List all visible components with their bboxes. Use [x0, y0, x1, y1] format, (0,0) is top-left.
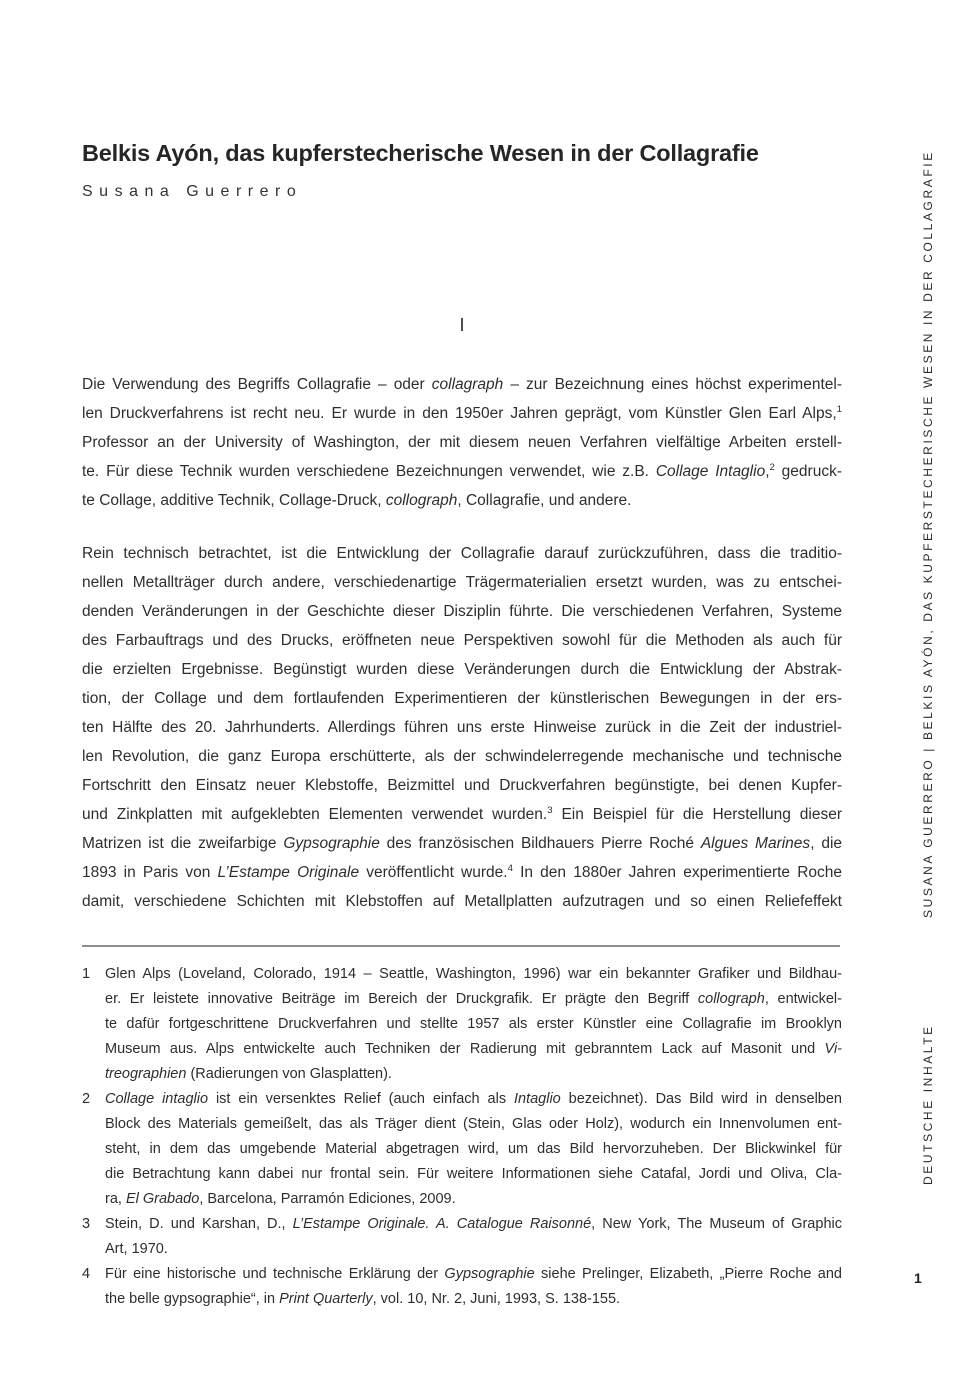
footnote-rule	[82, 945, 840, 947]
text-line: Block des Materials gemeißelt, das als Träger dient (Stein, Glas oder Holz), wodurch ein Innenvolumen ent-	[105, 1116, 842, 1132]
footnote-number: 2	[82, 1091, 91, 1107]
text-line: Matrizen ist die zweifarbige Gypsographie des französischen Bildhauers Pierre Roché Algues Marines, die	[82, 835, 843, 852]
text-line: damit, verschiedene Schichten mit Klebstoffen auf Metallplatten aufzutragen und so einen Reliefeffekt	[82, 893, 842, 910]
page-title: Belkis Ayón, das kupferstecherische Wesen in der Collagrafie	[82, 140, 759, 166]
footnote	[82, 1212, 842, 1262]
section-marker: I	[459, 315, 465, 335]
text-line: ra, El Grabado, Barcelona, Parramón Ediciones, 2009.	[105, 1191, 456, 1207]
footnote-number: 3	[82, 1216, 91, 1232]
text-line: er. Er leistete innovative Beiträge im Bereich der Druckgrafik. Er prägte den Begriff collograph, entwickel-	[105, 991, 842, 1007]
text-line: nellen Metallträger durch andere, verschiedenartige Trägermaterialien ersetzt wurden, was zu entschei-	[82, 574, 842, 591]
text-line: the belle gypsographie“, in Print Quarterly, vol. 10, Nr. 2, Juni, 1993, S. 138-155.	[105, 1291, 621, 1307]
text-line: und Zinkplatten mit aufgeklebten Elementen verwendet wurden.$^3$ Ein Beispiel für die Herstellung dieser	[82, 804, 842, 823]
paragraph-2	[82, 539, 842, 916]
footnote-number: 4	[82, 1266, 91, 1282]
text-line: steht, in dem das umgebende Material abgetragen wird, um das Bild hervorzuheben. Der Blickwinkel für	[105, 1141, 842, 1157]
footnote	[82, 962, 842, 1087]
text-line: des Farbauftrags und des Drucks, eröffneten neue Perspektiven sowohl für die Methoden als auch für	[82, 632, 842, 649]
paragraph-1	[82, 370, 842, 515]
running-head-vertical: SUSANA GUERRERO | BELKIS AYÓN, DAS KUPFERSTECHERISCHE WESEN IN DER COLLAGRAFIE	[921, 150, 935, 918]
text-line: te. Für diese Technik wurden verschiedene Bezeichnungen verwendet, wie z.B. Collage Intaglio,$^2$ gedruck-	[82, 461, 842, 480]
page-number: 1	[914, 1270, 922, 1286]
text-line: Collage intaglio ist ein versenktes Relief (auch einfach als Intaglio bezeichnet). Das Bild wird in denselben	[105, 1091, 843, 1107]
footnote-text	[105, 1262, 842, 1312]
footnote-text	[105, 1087, 842, 1212]
text-line: Fortschritt den Einsatz neuer Klebstoffe, Beizmittel und Druckverfahren begünstigte, bei denen Kupfer-	[82, 777, 842, 794]
text-line: Professor an der University of Washington, der mit diesem neuen Verfahren vielfältige Arbeiten erstell-	[82, 434, 842, 451]
author-name: Susana Guerrero	[82, 183, 303, 200]
text-line: die erzielten Ergebnisse. Begünstigt wurden diese Veränderungen durch die Entwicklung der Abstrak-	[82, 661, 842, 678]
text-line: tion, der Collage und dem fortlaufenden Experimentieren der künstlerischen Bewegungen in der ers-	[82, 690, 842, 707]
footnote-text	[105, 962, 842, 1087]
text-line: Museum aus. Alps entwickelte auch Techniken der Radierung mit gebranntem Lack auf Masonit und Vi-	[105, 1041, 842, 1057]
text-line: Für eine historische und technische Erklärung der Gypsographie siehe Prelinger, Elizabeth, „Pierre Roche and	[105, 1266, 842, 1282]
text-line: die Betrachtung kann dabei nur frontal sein. Für weitere Informationen siehe Catafal, Jordi und Oliva, Cla-	[105, 1166, 842, 1182]
footnote	[82, 1087, 842, 1212]
text-line: 1893 in Paris von L’Estampe Originale veröffentlicht wurde.$^4$ In den 1880er Jahren experimentierte Roche	[82, 862, 843, 881]
text-line: Glen Alps (Loveland, Colorado, 1914 – Seattle, Washington, 1996) war ein bekannter Grafiker und Bildhau-	[105, 966, 842, 982]
text-line: denden Veränderungen in der Geschichte dieser Disziplin führte. Die verschiedenen Verfahren, Systeme	[82, 603, 842, 620]
text-line: Rein technisch betrachtet, ist die Entwicklung der Collagrafie darauf zurückzuführen, dass die traditio-	[82, 545, 842, 562]
text-line: te Collage, additive Technik, Collage-Druck, collograph, Collagrafie, und andere.	[82, 492, 632, 509]
text-line: ten Hälfte des 20. Jahrhunderts. Allerdings führen uns erste Hinweise zurück in die Zeit der industriel-	[82, 719, 842, 736]
text-line: Stein, D. und Karshan, D., L’Estampe Originale. A. Catalogue Raisonné, New York, The Museum of Graphic	[105, 1216, 842, 1232]
text-line: Art, 1970.	[105, 1241, 168, 1257]
text-line: te dafür fortgeschrittene Druckverfahren und stellte 1957 als erster Künstler eine Collagrafie im Brooklyn	[105, 1016, 842, 1032]
footnotes-block	[82, 962, 842, 1312]
text-line: Die Verwendung des Begriffs Collagrafie – oder collagraph – zur Bezeichnung eines höchst experimentel-	[82, 376, 842, 393]
footnote-number: 1	[82, 966, 91, 982]
footnote	[82, 1262, 842, 1312]
text-line: len Druckverfahrens ist recht neu. Er wurde in den 1950er Jahren geprägt, vom Künstler Glen Earl Alps,$^1$	[82, 403, 842, 422]
text-line: treographien (Radierungen von Glasplatten).	[105, 1066, 392, 1082]
side-section-label: DEUTSCHE INHALTE	[921, 1024, 935, 1185]
text-line: len Revolution, die ganz Europa erschütterte, als der schwindelerregende mechanische und technische	[82, 748, 842, 765]
footnote-text	[105, 1212, 842, 1262]
